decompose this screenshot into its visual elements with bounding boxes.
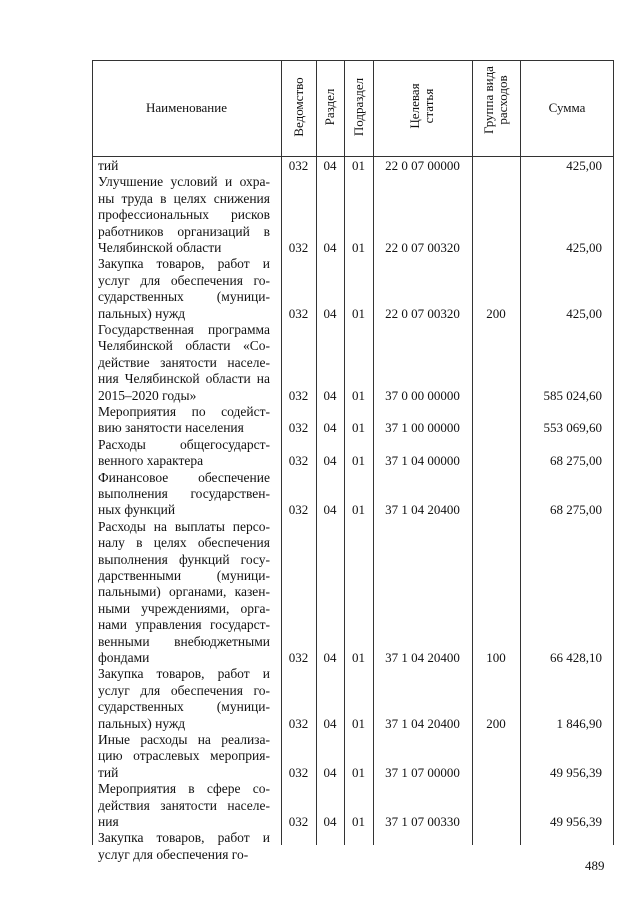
column-border-7 [613, 60, 614, 845]
row-name-line: профессиональных рисков [98, 207, 270, 223]
header-name [92, 60, 281, 156]
row-name-line: налу в целях обеспечения [98, 535, 270, 551]
row-summa: 553 069,60 [543, 420, 602, 436]
row-name-line: Мероприятия по содейст- [98, 404, 270, 419]
row-name-line: услуг для обеспечения го- [98, 846, 249, 862]
row-celevaya: 22 0 07 00320 [385, 240, 460, 255]
row-name-line: Челябинской области [98, 240, 222, 255]
row-podrazdel: 01 [352, 502, 365, 518]
row-name-line: Челябинской области «Со- [98, 338, 270, 354]
row-podrazdel: 01 [352, 305, 365, 321]
row-name-line: сударственных (муници- [98, 289, 270, 305]
row-name-line: работников организаций в [98, 223, 270, 239]
row-razdel: 04 [323, 158, 337, 173]
row-summa: 68 275,00 [550, 453, 602, 469]
row-podrazdel: 01 [352, 387, 365, 403]
row-name-line: Государственная программа [98, 322, 270, 337]
row-gruppa: 200 [486, 305, 506, 321]
column-border-1 [281, 60, 282, 845]
row-summa: 1 846,90 [556, 715, 602, 731]
row-summa: 425,00 [566, 240, 602, 255]
row-name-line: ными учреждениями, орга- [98, 600, 270, 616]
row-name-line: венного характера [98, 453, 204, 469]
row-celevaya: 37 1 04 20400 [385, 650, 460, 665]
row-razdel: 04 [323, 715, 337, 731]
row-podrazdel: 01 [352, 420, 365, 436]
header-name-label: Наименование [146, 100, 227, 115]
row-name-line: ния Челябинской области на [98, 371, 270, 387]
row-name-line: венными внебюджетными [98, 633, 270, 649]
row-celevaya: 37 1 04 20400 [385, 715, 460, 731]
row-summa: 49 956,39 [550, 814, 602, 829]
row-name-line: действия занятости населе- [98, 797, 270, 813]
row-podrazdel: 01 [352, 650, 365, 665]
column-border-5 [472, 60, 473, 845]
page-number: 489 [585, 858, 605, 873]
header-summa [520, 60, 614, 156]
row-podrazdel: 01 [352, 814, 365, 829]
row-vedomstvo: 032 [288, 764, 309, 780]
row-podrazdel: 01 [352, 453, 365, 469]
row-vedomstvo: 032 [288, 453, 309, 469]
row-summa: 49 956,39 [550, 764, 602, 780]
header-celevaya-line2: статья [421, 88, 436, 124]
header-bottom-border [92, 156, 614, 157]
row-name-line: Финансовое обеспечение [98, 469, 270, 485]
column-border-4 [373, 60, 374, 845]
header-gruppa-line1: Группа вида [481, 66, 496, 134]
row-name-line: Закупка товаров, работ и [98, 666, 270, 682]
row-summa: 425,00 [566, 305, 602, 321]
row-name-line: вию занятости населения [98, 420, 244, 436]
row-name-line: Иные расходы на реализа- [98, 732, 270, 747]
row-celevaya: 37 1 07 00330 [385, 814, 460, 829]
row-razdel: 04 [323, 387, 337, 403]
row-vedomstvo: 032 [288, 240, 309, 255]
row-name-line: Расходы на выплаты персо- [98, 518, 270, 534]
row-podrazdel: 01 [352, 240, 365, 255]
row-vedomstvo: 032 [288, 650, 309, 665]
row-summa: 66 428,10 [550, 650, 602, 665]
row-celevaya: 22 0 07 00320 [385, 305, 460, 321]
header-gruppa-line2: расходов [495, 75, 510, 125]
row-name-line: ны труда в целях снижения [98, 190, 270, 206]
row-vedomstvo: 032 [288, 158, 309, 173]
row-razdel: 04 [323, 814, 337, 829]
row-vedomstvo: 032 [288, 814, 309, 829]
row-razdel: 04 [323, 764, 337, 780]
row-name-line: Мероприятия в сфере со- [98, 781, 270, 797]
row-celevaya: 37 1 07 00000 [385, 764, 460, 780]
budget-table [92, 60, 614, 862]
row-name-line: выполнения функций госу- [98, 551, 270, 567]
row-name-line: Закупка товаров, работ и [98, 256, 270, 272]
row-celevaya: 37 1 00 00000 [385, 420, 460, 436]
row-gruppa: 200 [486, 715, 506, 731]
row-name-line: пальными) органами, казен- [98, 584, 270, 600]
column-border-0 [92, 60, 93, 845]
row-celevaya: 37 1 04 20400 [385, 502, 460, 518]
row-name-line: выполнения государствен- [98, 486, 270, 501]
row-name-line: фондами [98, 650, 150, 665]
row-name-line: Улучшение условий и охра- [98, 174, 270, 190]
row-summa: 425,00 [566, 158, 602, 173]
row-vedomstvo: 032 [288, 387, 309, 403]
row-razdel: 04 [323, 240, 337, 255]
row-name-line: Закупка товаров, работ и [98, 830, 270, 846]
row-celevaya: 22 0 07 00000 [385, 158, 460, 173]
row-razdel: 04 [323, 502, 337, 518]
row-razdel: 04 [323, 305, 337, 321]
table-top-border [92, 60, 614, 61]
row-summa: 68 275,00 [550, 502, 602, 518]
row-name-line: сударственных (муници- [98, 699, 270, 715]
column-border-6 [520, 60, 521, 845]
row-summa: 585 024,60 [543, 387, 602, 403]
row-razdel: 04 [323, 420, 337, 436]
row-razdel: 04 [323, 650, 337, 665]
row-name-line: тий [98, 158, 119, 173]
row-podrazdel: 01 [352, 158, 365, 173]
row-name-line: цию отраслевых мероприя- [98, 748, 270, 764]
row-name-line: ных функций [98, 502, 176, 518]
row-name-line: Расходы общегосударст- [98, 436, 270, 452]
row-gruppa: 100 [486, 650, 506, 665]
row-celevaya: 37 0 00 00000 [385, 387, 460, 403]
row-podrazdel: 01 [352, 764, 365, 780]
header-gruppa [482, 58, 510, 142]
header-celevaya [408, 76, 436, 136]
row-vedomstvo: 032 [288, 305, 309, 321]
header-podrazdel: Подраздел [351, 77, 366, 137]
row-name-line: пальных) нужд [98, 715, 186, 731]
row-vedomstvo: 032 [288, 502, 309, 518]
row-razdel: 04 [323, 453, 337, 469]
header-celevaya-line1: Целевая [407, 83, 422, 129]
row-vedomstvo: 032 [288, 715, 309, 731]
header-vedomstvo: Ведомство [291, 77, 306, 137]
row-name-line: пальных) нужд [98, 305, 186, 321]
column-border-3 [344, 60, 345, 845]
row-name-line: нами управления государст- [98, 617, 270, 633]
row-vedomstvo: 032 [288, 420, 309, 436]
row-celevaya: 37 1 04 00000 [385, 453, 460, 469]
row-podrazdel: 01 [352, 715, 365, 731]
row-name-line: действие занятости населе- [98, 354, 270, 370]
row-name-line: услуг для обеспечения го- [98, 272, 270, 288]
row-name-line: тий [98, 764, 119, 780]
row-name-line: дарственными (муници- [98, 568, 270, 583]
row-name-line: ния [98, 814, 119, 829]
header-razdel: Раздел [322, 88, 337, 126]
row-name-line: 2015–2020 годы» [98, 387, 197, 403]
column-border-2 [316, 60, 317, 845]
header-summa-label: Сумма [548, 100, 586, 115]
row-name-line: услуг для обеспечения го- [98, 682, 270, 698]
